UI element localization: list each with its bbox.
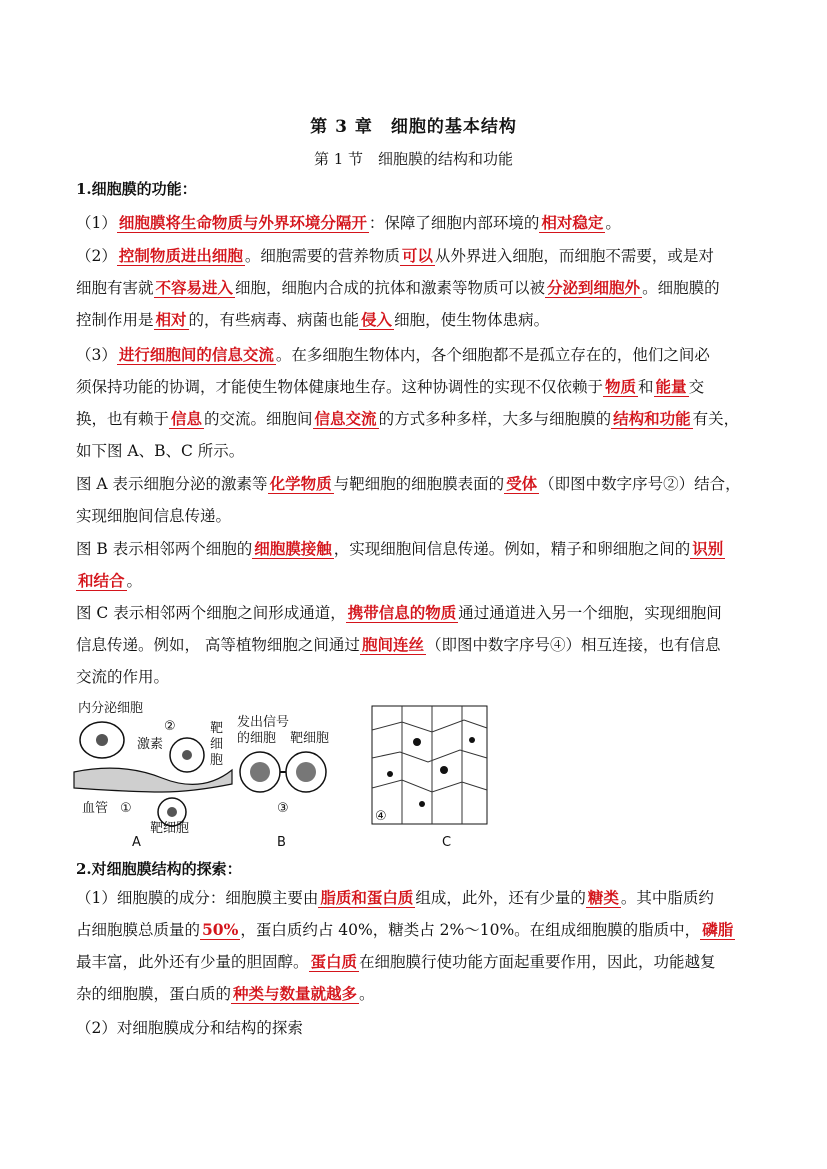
paragraph-fig-a (76, 468, 756, 532)
label-target-vertical-2: 细 (210, 737, 224, 752)
highlight: 分泌到细胞外 (547, 278, 641, 297)
paragraph-fig-b (76, 533, 756, 597)
label-target-b: 靶细胞 (290, 731, 330, 746)
text: 信息传递。例如， 高等植物细胞之间通过 (76, 636, 360, 654)
text: （即图中数字序号②）结合， (539, 475, 741, 493)
figure-panel-c (372, 706, 487, 850)
highlight: 受体 (506, 474, 538, 493)
text: 组成，此外，还有少量的 (415, 889, 586, 907)
text: 在细胞膜行使功能方面起重要作用，因此，功能越复 (359, 953, 716, 971)
target-nucleus-upper (182, 750, 192, 760)
nucleus-dot (469, 737, 475, 743)
text: （1） (76, 214, 117, 232)
text: 的交流。细胞间 (204, 410, 313, 428)
text: 细胞，细胞内合成的抗体和激素等物质可以被 (235, 279, 546, 297)
endocrine-nucleus (96, 734, 108, 746)
chapter-title: 第 3 章 细胞的基本结构 (310, 117, 517, 137)
label-target-vertical-1: 靶 (210, 721, 224, 736)
highlight: 携带信息的物质 (347, 603, 457, 622)
highlight: 能量 (655, 377, 687, 396)
highlight: 物质 (605, 377, 637, 396)
caption-a: A (132, 835, 141, 850)
text: 最丰富，此外还有少量的胆固醇。 (76, 953, 309, 971)
text: 与靶细胞的细胞膜表面的 (333, 475, 505, 493)
paragraph-1-2 (76, 240, 756, 336)
highlight: 脂质和蛋白质 (320, 888, 414, 907)
text: 有关， (692, 410, 740, 428)
signal-cell-nucleus (250, 762, 270, 782)
text: （2）对细胞膜成分和结构的探索 (76, 1019, 303, 1037)
highlight: 相对稳定 (541, 213, 604, 232)
nucleus-dot (419, 801, 425, 807)
highlight: 信息 (171, 409, 203, 428)
label-n1: ① (120, 801, 132, 816)
target-nucleus-b (296, 762, 316, 782)
plant-tissue-frame (372, 706, 487, 824)
highlight: 可以 (401, 246, 433, 265)
section-2-heading: 2.对细胞膜结构的探索： (76, 860, 242, 878)
highlight: 侵入 (361, 310, 393, 329)
highlight: 识别 (692, 539, 724, 558)
label-target-vertical-3: 胞 (210, 753, 224, 768)
highlight: 糖类 (587, 888, 619, 907)
text: 。 (605, 214, 621, 232)
cell-communication-figure (72, 700, 492, 850)
text: 的，有些病毒、病菌也能 (188, 311, 360, 329)
section-subtitle: 第 1 节 细胞膜的结构和功能 (313, 150, 514, 168)
highlight: 不容易进入 (155, 278, 234, 297)
text: 细胞有害就 (76, 279, 154, 297)
text: 。 (126, 572, 143, 590)
figure-panel-a (74, 700, 232, 850)
highlight: 化学物质 (269, 474, 332, 493)
highlight: 细胞膜接触 (254, 539, 332, 558)
label-vessel: 血管 (82, 801, 109, 816)
text: （1）细胞膜的成分：细胞膜主要由 (76, 889, 319, 907)
highlight: 结构和功能 (613, 409, 691, 428)
highlight: 蛋白质 (310, 952, 358, 971)
text: 。细胞膜的 (642, 279, 720, 297)
text: 图 C 表示相邻两个细胞之间形成通道， (76, 604, 346, 622)
highlight: 信息交流 (314, 409, 377, 428)
label-n2: ② (164, 719, 176, 734)
text: 杂的细胞膜，蛋白质的 (76, 985, 232, 1003)
text: 交流的作用。 (76, 668, 170, 686)
highlight: 细胞膜将生命物质与外界环境分隔开 (118, 213, 367, 232)
text: 图 B 表示相邻两个细胞的 (76, 540, 253, 558)
nucleus-dot (413, 738, 421, 746)
caption-c: C (442, 835, 452, 850)
text: 细胞，使生物体患病。 (394, 311, 550, 329)
text: ，蛋白质约占 40%，糖类占 2%～10%。在组成细胞膜的脂质中， (240, 921, 701, 939)
text: 交 (688, 378, 705, 396)
text: 和 (638, 378, 654, 396)
text: 如下图 A、B、C 所示。 (76, 442, 245, 460)
figure-panel-b (237, 714, 329, 850)
paragraph-1-1 (76, 207, 756, 239)
highlight: 50% (202, 920, 239, 939)
text: 占细胞膜总质量的 (76, 921, 201, 939)
text: 从外界进入细胞，而细胞不需要，或是对 (434, 247, 714, 265)
paragraph-2-2 (76, 1012, 756, 1044)
text: ：保障了细胞内部环境的 (368, 214, 540, 232)
paragraph-fig-c (76, 597, 756, 693)
text: 。细胞需要的营养物质 (244, 247, 400, 265)
text: 的方式多种多样，大多与细胞膜的 (378, 410, 612, 428)
text: （2） (76, 247, 117, 265)
section-1-heading: 1.细胞膜的功能： (76, 180, 197, 198)
paragraph-2-1 (76, 882, 756, 1010)
highlight: 控制物质进出细胞 (118, 246, 243, 265)
text: 实现细胞间信息传递。 (76, 507, 232, 525)
label-n4: ④ (375, 809, 387, 824)
nucleus-dot (387, 771, 393, 777)
text: （3） (76, 346, 117, 364)
label-signal-cell-line2: 的细胞 (237, 731, 277, 746)
label-hormone: 激素 (137, 737, 164, 752)
text: 图 A 表示细胞分泌的激素等 (76, 475, 268, 493)
highlight: 进行细胞间的信息交流 (118, 345, 274, 364)
blood-vessel (74, 768, 232, 792)
highlight: 胞间连丝 (361, 635, 424, 654)
text: （即图中数字序号④）相互连接，也有信息 (425, 636, 721, 654)
label-n3: ③ (277, 801, 289, 816)
highlight: 磷脂 (702, 920, 734, 939)
paragraph-1-3 (76, 339, 756, 467)
text: 通过通道进入另一个细胞，实现细胞间 (458, 604, 722, 622)
label-target-lower: 靶细胞 (150, 821, 190, 836)
text: 控制作用是 (76, 311, 154, 329)
text: 。在多细胞生物体内，各个细胞都不是孤立存在的，他们之间必 (275, 346, 710, 364)
nucleus-dot (440, 766, 448, 774)
highlight: 和结合 (78, 571, 125, 590)
highlight: 相对 (155, 310, 187, 329)
text: 须保持功能的协调，才能使生物体健康地生存。这种协调性的实现不仅依赖于 (76, 378, 604, 396)
text: 换，也有赖于 (76, 410, 170, 428)
label-signal-cell-line1: 发出信号 (237, 715, 290, 730)
caption-b: B (277, 835, 286, 850)
target-nucleus-lower (167, 807, 177, 817)
text: ，实现细胞间信息传递。例如，精子和卵细胞之间的 (333, 540, 691, 558)
text: 。 (359, 985, 375, 1003)
label-endocrine-cell: 内分泌细胞 (78, 701, 144, 716)
text: 。其中脂质约 (620, 889, 714, 907)
highlight: 种类与数量就越多 (233, 984, 358, 1003)
